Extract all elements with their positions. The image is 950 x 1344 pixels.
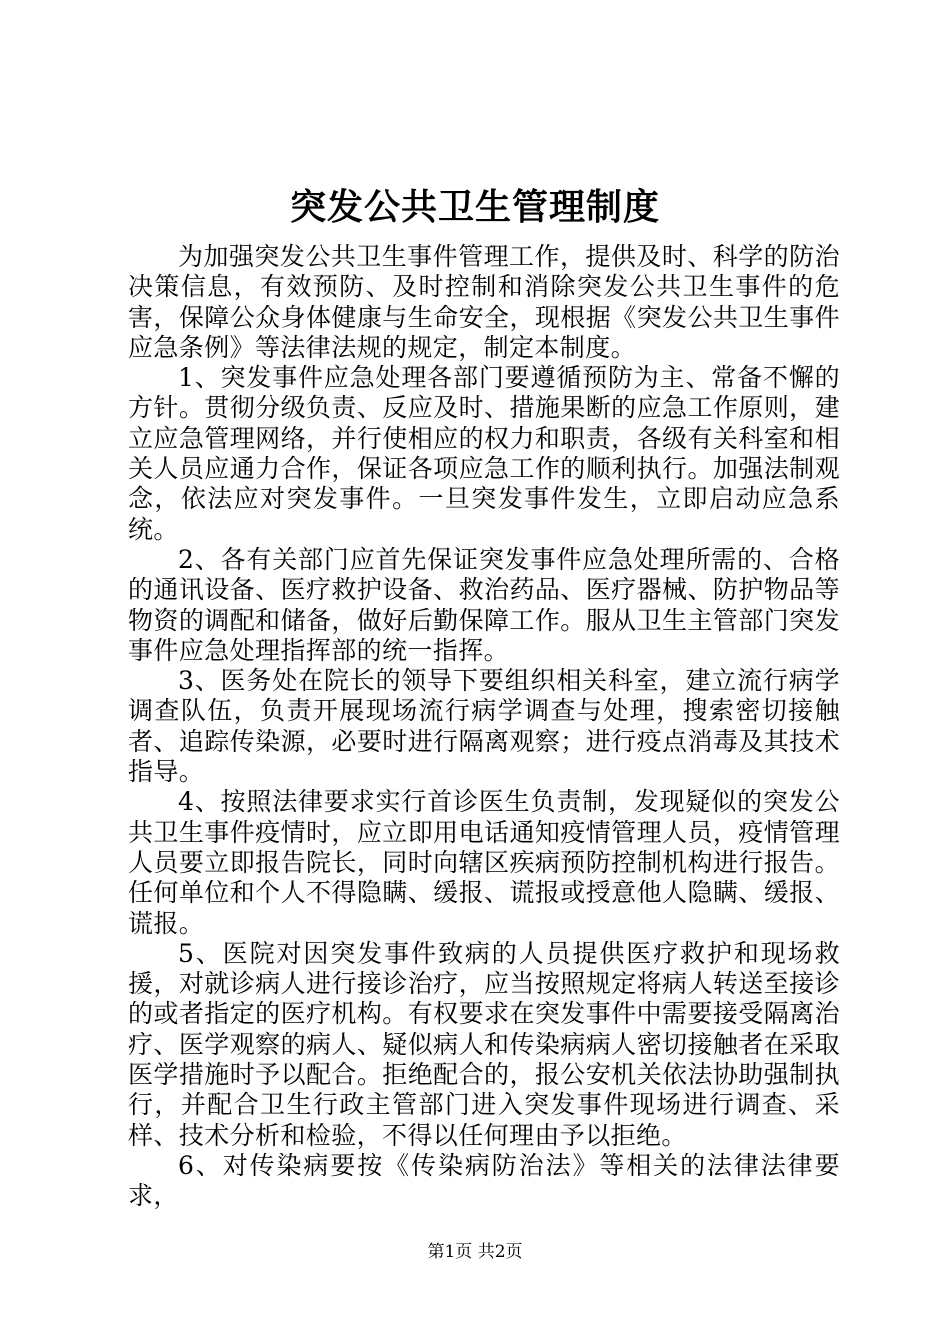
- paragraph-intro: 为加强突发公共卫生事件管理工作，提供及时、科学的防治决策信息，有效预防、及时控制和消除突发公共卫生事件的危害，保障公众身体健康与生命安全，现根据《突发公共卫生事件应急条例》等法律法规的规定，制定本制度。: [128, 242, 840, 362]
- paragraph-item-1: 1、突发事件应急处理各部门要遵循预防为主、常备不懈的方针。贯彻分级负责、反应及时、措施果断的应急工作原则，建立应急管理网络，并行使相应的权力和职责，各级有关科室和相关人员应通力合作，保证各项应急工作的顺利执行。加强法制观念，依法应对突发事件。一旦突发事件发生，立即启动应急系统。: [128, 363, 840, 544]
- paragraph-item-4: 4、按照法律要求实行首诊医生负责制，发现疑似的突发公共卫生事件疫情时，应立即用电话通知疫情管理人员，疫情管理人员要立即报告院长，同时向辖区疾病预防控制机构进行报告。任何单位和个人不得隐瞒、缓报、谎报或授意他人隐瞒、缓报、谎报。: [128, 787, 840, 938]
- paragraph-item-5: 5、医院对因突发事件致病的人员提供医疗救护和现场救援，对就诊病人进行接诊治疗，应当按照规定将病人转送至接诊的或者指定的医疗机构。有权要求在突发事件中需要接受隔离治疗、医学观察的病人、疑似病人和传染病病人密切接触者在采取医学措施时予以配合。拒绝配合的，报公安机关依法协助强制执行，并配合卫生行政主管部门进入突发事件现场进行调查、采样、技术分析和检验，不得以任何理由予以拒绝。: [128, 938, 840, 1150]
- paragraph-item-3: 3、医务处在院长的领导下要组织相关科室，建立流行病学调查队伍，负责开展现场流行病学调查与处理，搜索密切接触者、追踪传染源，必要时进行隔离观察；进行疫点消毒及其技术指导。: [128, 666, 840, 787]
- document-body: [128, 242, 840, 1212]
- document-title: 突发公共卫生管理制度: [289, 187, 660, 228]
- paragraph-item-6: 6、对传染病要按《传染病防治法》等相关的法律法律要求，: [128, 1150, 840, 1211]
- page-footer: 第1页 共2页: [427, 1242, 523, 1262]
- paragraph-item-2: 2、各有关部门应首先保证突发事件应急处理所需的、合格的通讯设备、医疗救护设备、救治药品、医疗器械、防护物品等物资的调配和储备，做好后勤保障工作。服从卫生主管部门突发事件应急处理指挥部的统一指挥。: [128, 544, 840, 665]
